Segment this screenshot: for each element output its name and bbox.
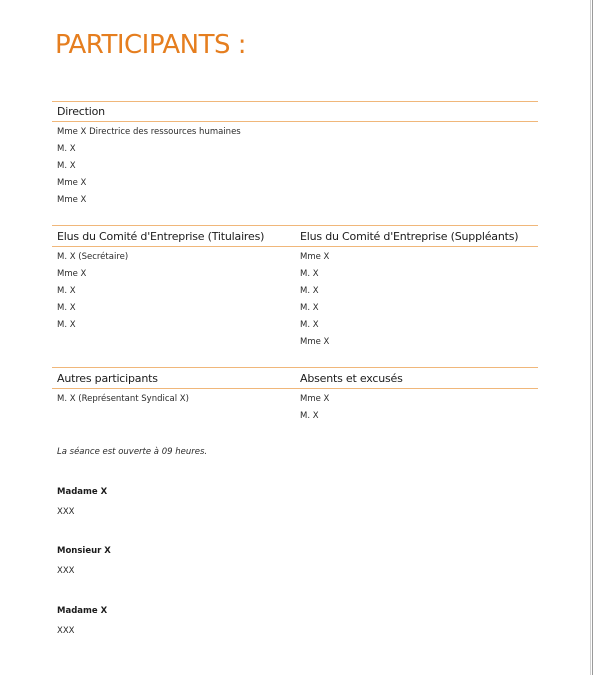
titulaire-member: M. X (Secrétaire) [57,252,129,262]
page-title: PARTICIPANTS : [55,30,247,60]
direction-bottom-rule [52,121,538,122]
elus-suppleants-heading: Elus du Comité d'Entreprise (Suppléants) [300,230,519,243]
suppleant-member: M. X [300,286,319,296]
page-edge [590,0,591,675]
absent-member: M. X [300,411,319,421]
speaker-name: Monsieur X [57,546,111,556]
autres-bottom-rule [52,388,538,389]
absent-member: Mme X [300,394,330,404]
autres-heading: Autres participants [57,372,158,385]
speaker-name: Madame X [57,487,108,497]
direction-heading: Direction [57,105,105,118]
direction-top-rule [52,101,538,102]
direction-member: M. X [57,161,76,171]
direction-member: M. X [57,144,76,154]
elus-titulaires-heading: Elus du Comité d'Entreprise (Titulaires) [57,230,265,243]
suppleant-member: Mme X [300,252,330,262]
speaker-name: Madame X [57,606,108,616]
elus-bottom-rule [52,246,538,247]
speech-text: XXX [57,626,75,636]
titulaire-member: M. X [57,303,76,313]
titulaire-member: M. X [57,320,76,330]
direction-member: Mme X [57,178,87,188]
absents-heading: Absents et excusés [300,372,403,385]
titulaire-member: Mme X [57,269,87,279]
opening-note: La séance est ouverte à 09 heures. [57,447,208,457]
page-edge-shadow [592,0,593,675]
direction-member: Mme X [57,195,87,205]
speech-text: XXX [57,566,75,576]
titulaire-member: M. X [57,286,76,296]
speech-text: XXX [57,507,75,517]
direction-member: Mme X Directrice des ressources humaines [57,127,241,137]
autre-member: M. X (Représentant Syndical X) [57,394,189,404]
elus-top-rule [52,225,538,226]
suppleant-member: M. X [300,303,319,313]
suppleant-member: M. X [300,320,319,330]
autres-top-rule [52,367,538,368]
suppleant-member: M. X [300,269,319,279]
suppleant-member: Mme X [300,337,330,347]
